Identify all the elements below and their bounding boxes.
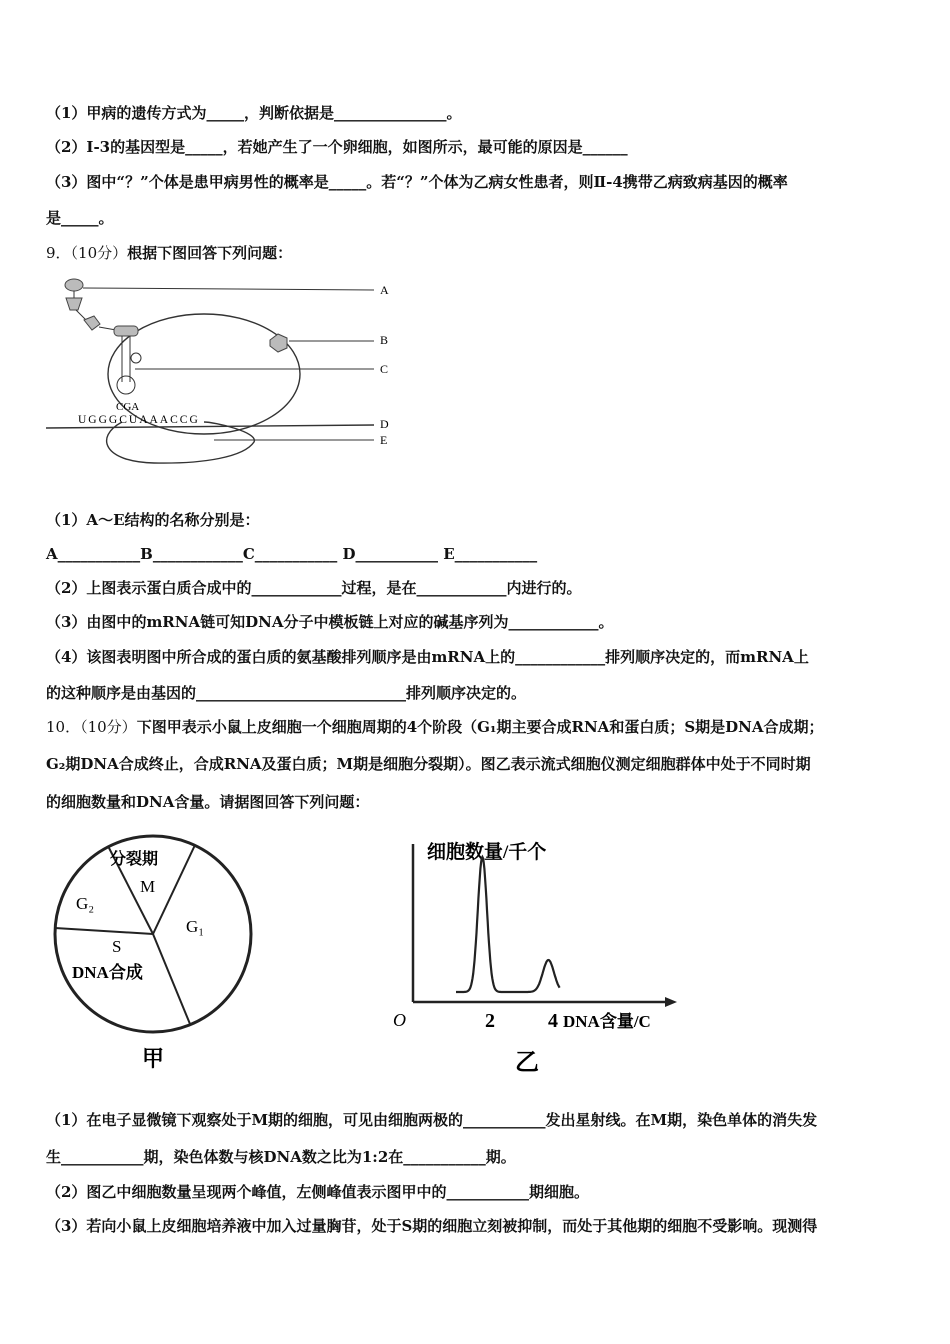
label-b: B [380, 333, 389, 347]
label-e: E [380, 433, 388, 447]
label-a: A [380, 283, 389, 297]
y-axis-label: 细胞数量/千个 [427, 842, 547, 863]
figure-caption-yi: 乙 [515, 1050, 539, 1076]
q9-prompt: 根据下图回答下列问题： [127, 244, 293, 262]
q10-line2: G₂期DNA合成终止，合成RNA及蛋白质；M期是细胞分裂期）。图乙表示流式细胞仪测定细胞群体中处于不同时期 [46, 755, 811, 773]
q9-sub3: （3）由图中的mRNA链可知DNA分子中模板链上对应的碱基序列为____________。 [46, 613, 614, 631]
q10-number: 10．（10分） [46, 718, 137, 736]
q10-prompt: 下图甲表示小鼠上皮细胞一个细胞周期的4个阶段（G₁期主要合成RNA和蛋白质；S期是DNA合成期； [136, 718, 824, 736]
trna-anticodon-loop [117, 376, 135, 394]
q8-sub1: （1）甲病的遗传方式为_____，判断依据是_______________。 [46, 104, 462, 122]
anticodon-text: CGA [116, 401, 140, 413]
label-line-a [83, 288, 374, 290]
free-amino-acid [270, 334, 287, 352]
q10-sub2: （2）图乙中细胞数量呈现两个峰值，左侧峰值表示图甲中的___________期细胞。 [46, 1183, 589, 1201]
figure-caption-jia: 甲 [142, 1046, 165, 1071]
peptide-bond-3 [99, 327, 116, 330]
cell-count-curve [456, 857, 560, 992]
x-tick-2: 2 [485, 1010, 495, 1032]
q8-sub3: （3）图中“？”个体是患甲病男性的概率是_____。若“？”个体为乙病女性患者，则Ⅱ-4携带乙病致病基因的概率 [46, 173, 788, 191]
dna-content-graph [385, 830, 695, 1080]
cell-cycle-pie [48, 832, 258, 1082]
amino-acid-3 [84, 316, 100, 330]
trna-side-loop [131, 353, 141, 363]
label-dna-synthesis: DNA合成 [72, 963, 143, 982]
q10-sub1: （1）在电子显微镜下观察处于M期的细胞，可见由细胞两极的___________发出星射线。在M期，染色单体的消失发 [46, 1111, 818, 1129]
mrna-sequence: UGGGCUAAACCG [78, 414, 200, 426]
ribosome-small-outline [107, 422, 255, 463]
q9-sub1-blanks: A___________B____________C___________ D___________ E___________ [46, 545, 538, 563]
label-g1: G₁ [186, 917, 205, 936]
q8-sub2: （2）Ⅰ-3的基因型是_____，若她产生了一个卵细胞，如图所示，最可能的原因是______ [46, 138, 628, 156]
q9-sub2: （2）上图表示蛋白质合成中的____________过程，是在____________内进行的。 [46, 579, 582, 597]
label-s: S [112, 937, 122, 956]
amino-acid-1 [65, 279, 83, 291]
q10-sub1-cont: 生___________期，染色体数与核DNA数之比为1:2在___________期。 [46, 1148, 516, 1166]
pie-divider-3 [55, 928, 153, 934]
q8-sub3-cont: 是_____。 [46, 209, 114, 227]
x-tick-4: 4 [548, 1010, 558, 1032]
label-d: D [380, 417, 389, 431]
q10-heading [46, 717, 824, 737]
q10-line3: 的细胞数量和DNA含量。请据图回答下列问题： [46, 793, 370, 811]
translation-diagram [44, 272, 404, 472]
label-c: C [380, 362, 389, 376]
q9-number: 9．（10分） [46, 244, 128, 262]
amino-acid-2 [66, 298, 82, 310]
peptide-bond-2 [76, 310, 86, 320]
q10-sub3: （3）若向小鼠上皮细胞培养液中加入过量胸苷，处于S期的细胞立刻被抑制，而处于其他期的细胞不受影响。现测得 [46, 1217, 818, 1235]
q9-heading [46, 243, 292, 263]
trna-amino-end [114, 326, 138, 336]
q9-sub4-cont: 的这种顺序是由基因的____________________________排列顺序决定的。 [46, 684, 527, 702]
pie-divider-4 [153, 934, 190, 1024]
label-division: 分裂期 [110, 851, 159, 868]
x-axis-label: DNA含量/C [563, 1012, 651, 1031]
label-m: M [140, 877, 156, 896]
origin-label: O [393, 1010, 406, 1030]
q9-sub1: （1）A～E结构的名称分别是： [46, 511, 260, 529]
label-g2: G₂ [76, 894, 95, 913]
q9-sub4: （4）该图表明图中所合成的蛋白质的氨基酸排列顺序是由mRNA上的____________排列顺序决定的，而mRNA上 [46, 648, 809, 666]
x-axis-arrow [665, 997, 677, 1007]
